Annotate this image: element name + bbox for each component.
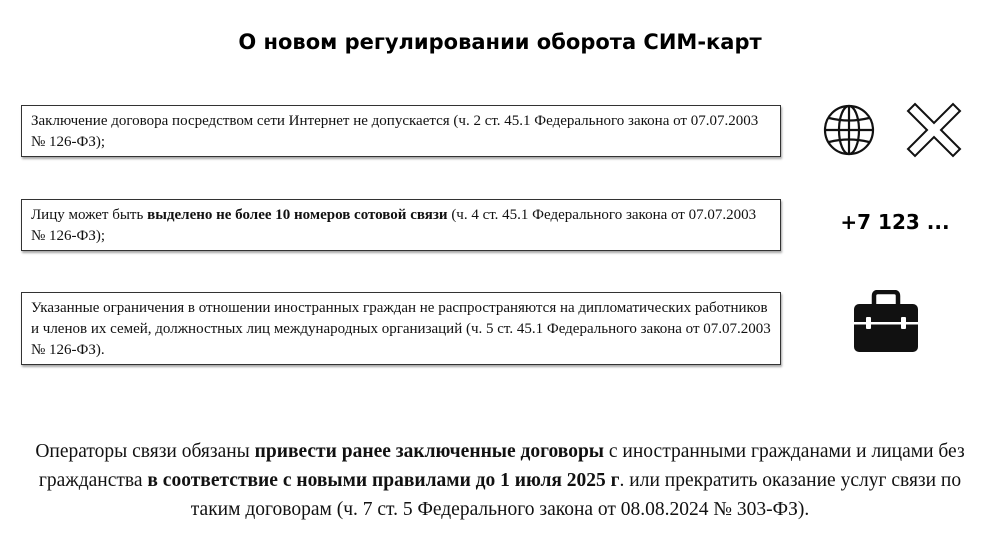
cross-icon	[905, 101, 963, 159]
restriction-numbers-text-after: (ч. 4 ст. 45.1 Федерального закона от 07.07.2003 № 126-ФЗ);	[31, 207, 757, 244]
restriction-numbers-text-bold: выделено не более 10 номеров сотовой связи	[147, 207, 448, 223]
briefcase-icon	[852, 290, 920, 354]
restriction-numbers-text-before: Лицу может быть	[31, 207, 148, 223]
paragraph-part2: с иностранными гражданами и лицами без гражданства	[38, 441, 965, 491]
restriction-numbers-box	[21, 199, 781, 251]
exemption-diplomats-text: Указанные ограничения в отношении иностранных граждан не распространяются на дипломатических работников и членов их семей, должностных лиц международных организаций (ч. 5 ст. 45.1 Федерального закона от 07.07.2003 № 126-ФЗ).	[31, 300, 771, 358]
globe-icon	[822, 103, 876, 157]
paragraph-part1: Операторы связи обязаны	[35, 441, 255, 462]
restriction-internet-text: Заключение договора посредством сети Интернет не допускается (ч. 2 ст. 45.1 Федерального закона от 07.07.2003 № 126-ФЗ);	[31, 113, 759, 150]
restriction-internet-box	[21, 105, 781, 157]
paragraph-part3: . или прекратить оказание услуг связи по таким договорам (ч. 7 ст. 5 Федерального закона от 08.08.2024 № 303-ФЗ).	[190, 470, 962, 520]
paragraph-bold1: привести ранее заключенные договоры	[254, 441, 605, 462]
page-title: О новом регулировании оборота СИМ-карт	[238, 30, 762, 54]
phone-number-label: +7 123 ...	[840, 210, 950, 234]
operators-obligation-paragraph	[20, 437, 980, 524]
exemption-diplomats-box	[21, 292, 781, 365]
paragraph-bold2: в соответствие с новыми правилами до 1 июля 2025 г	[147, 470, 620, 491]
